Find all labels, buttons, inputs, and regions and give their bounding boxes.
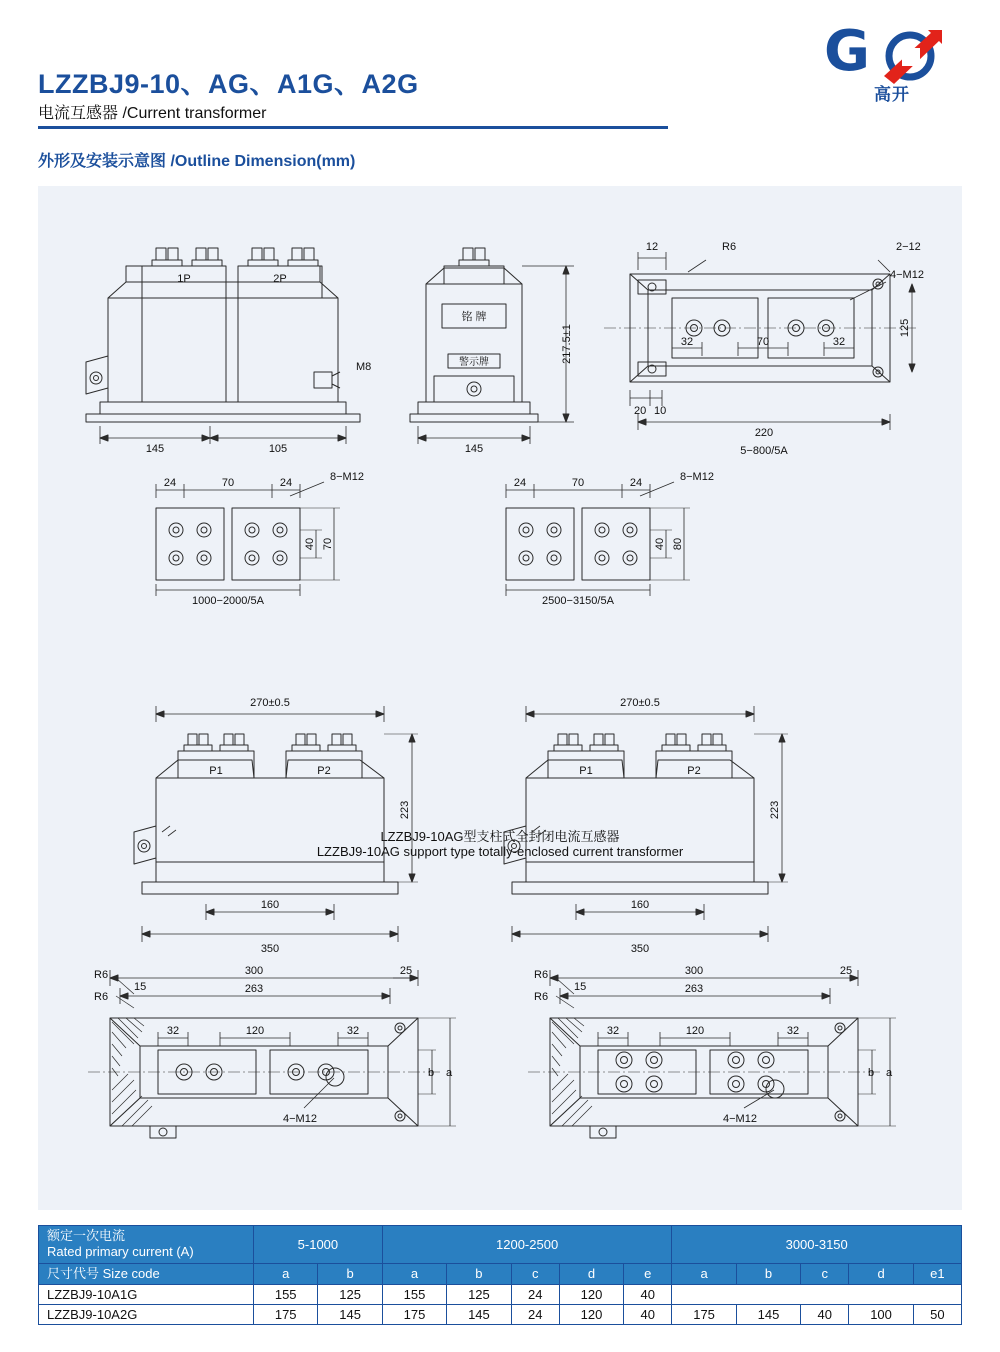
size-code-4: c: [511, 1263, 559, 1284]
svg-text:4−M12: 4−M12: [283, 1113, 317, 1125]
svg-text:25: 25: [399, 965, 413, 977]
svg-text:223: 223: [399, 800, 411, 820]
svg-text:2−12: 2−12: [896, 241, 921, 253]
svg-text:223: 223: [769, 800, 781, 820]
svg-text:25: 25: [839, 965, 853, 977]
row-1-name: LZZBJ9-10A2G: [39, 1304, 254, 1324]
svg-text:24: 24: [279, 477, 293, 489]
svg-text:32: 32: [346, 1025, 360, 1037]
svg-text:40: 40: [304, 537, 316, 551]
svg-text:2500−3150/5A: 2500−3150/5A: [542, 595, 614, 607]
logo-company-name: 高开: [874, 85, 910, 104]
svg-text:120: 120: [685, 1025, 705, 1037]
page-subtitle: 电流互感器 /Current transformer: [38, 105, 267, 122]
svg-text:R6: R6: [94, 991, 109, 1003]
svg-text:263: 263: [244, 983, 264, 995]
svg-text:80: 80: [672, 537, 684, 551]
size-code-label-en: Size code: [102, 1265, 160, 1281]
svg-text:P1: P1: [579, 765, 593, 777]
table-row: [39, 1284, 962, 1304]
row-0-cell-0: 155: [254, 1284, 318, 1304]
svg-text:1000−2000/5A: 1000−2000/5A: [192, 595, 264, 607]
table-header-row-2: [39, 1263, 962, 1284]
logo-swoosh-icon: [880, 28, 966, 88]
title-divider: [38, 126, 668, 129]
svg-text:70: 70: [322, 537, 334, 551]
svg-text:1P: 1P: [177, 273, 191, 285]
row-1-cell-9: 40: [801, 1304, 849, 1324]
svg-text:120: 120: [245, 1025, 265, 1037]
svg-text:270±0.5: 270±0.5: [620, 697, 660, 709]
rated-current-label-en: Rated primary current (A): [47, 1244, 194, 1260]
svg-text:300: 300: [244, 965, 264, 977]
company-logo: [822, 19, 972, 110]
row-1-cell-1: 145: [318, 1304, 382, 1324]
svg-text:15: 15: [134, 981, 147, 993]
size-code-label-cn: 尺寸代号: [47, 1265, 100, 1281]
svg-text:160: 160: [630, 899, 650, 911]
row-0-blank: [672, 1284, 962, 1304]
size-code-2: a: [382, 1263, 446, 1284]
svg-text:40: 40: [654, 537, 666, 551]
drawing-group-plan-views: [38, 956, 962, 1186]
size-code-0: a: [254, 1263, 318, 1284]
row-1-cell-3: 145: [447, 1304, 511, 1324]
row-1-cell-4: 24: [511, 1304, 559, 1324]
logo-letter: G: [824, 19, 870, 84]
svg-text:350: 350: [260, 943, 280, 955]
svg-text:20: 20: [634, 405, 647, 417]
group-2: 1200-2500: [382, 1226, 672, 1264]
table-header-row-1: [39, 1226, 962, 1264]
svg-text:P1: P1: [209, 765, 223, 777]
svg-text:4−M12: 4−M12: [723, 1113, 757, 1125]
svg-text:70: 70: [756, 336, 770, 348]
svg-text:警示牌: 警示牌: [459, 357, 489, 368]
group-3: 3000-3150: [672, 1226, 962, 1264]
svg-text:15: 15: [574, 981, 587, 993]
svg-text:a: a: [886, 1067, 893, 1079]
svg-text:125: 125: [899, 318, 911, 338]
size-code-6: e: [624, 1263, 672, 1284]
svg-text:R6: R6: [534, 991, 549, 1003]
svg-text:24: 24: [513, 477, 527, 489]
size-code-8: b: [736, 1263, 800, 1284]
size-code-label: [39, 1263, 254, 1284]
page-title: LZZBJ9-10、AG、A1G、A2G: [38, 69, 419, 99]
svg-text:R6: R6: [94, 969, 109, 981]
svg-text:217.5±1: 217.5±1: [561, 324, 573, 364]
svg-text:32: 32: [832, 336, 846, 348]
svg-text:350: 350: [630, 943, 650, 955]
svg-text:4−M12: 4−M12: [890, 269, 924, 281]
svg-text:M8: M8: [356, 361, 372, 373]
size-code-1: b: [318, 1263, 382, 1284]
table-row: [39, 1304, 962, 1324]
row-0-cell-2: 155: [382, 1284, 446, 1304]
svg-text:b: b: [868, 1067, 875, 1079]
svg-text:8−M12: 8−M12: [330, 471, 364, 483]
svg-text:32: 32: [606, 1025, 620, 1037]
size-code-7: a: [672, 1263, 736, 1284]
svg-text:70: 70: [221, 477, 235, 489]
svg-text:70: 70: [571, 477, 585, 489]
row-0-name: LZZBJ9-10A1G: [39, 1284, 254, 1304]
logo-mark: [822, 19, 972, 86]
svg-text:铭 牌: 铭 牌: [461, 311, 487, 323]
outline-dimension-panel: [38, 186, 962, 1210]
row-0-cell-1: 125: [318, 1284, 382, 1304]
row-0-cell-3: 125: [447, 1284, 511, 1304]
svg-text:145: 145: [145, 443, 165, 455]
row-1-cell-2: 175: [382, 1304, 446, 1324]
row-1-cell-11: 50: [913, 1304, 961, 1324]
row-0-cell-6: 40: [624, 1284, 672, 1304]
size-code-11: e1: [913, 1263, 961, 1284]
svg-text:105: 105: [268, 443, 288, 455]
dimension-table: [38, 1225, 962, 1325]
svg-text:P2: P2: [317, 765, 331, 777]
row-1-cell-5: 120: [559, 1304, 623, 1324]
svg-text:a: a: [446, 1067, 453, 1079]
svg-text:R6: R6: [722, 241, 737, 253]
size-code-5: d: [559, 1263, 623, 1284]
page-header: [0, 0, 1000, 180]
svg-text:263: 263: [684, 983, 704, 995]
row-1-cell-7: 175: [672, 1304, 736, 1324]
row-1-cell-6: 40: [624, 1304, 672, 1324]
svg-text:24: 24: [163, 477, 177, 489]
svg-text:P2: P2: [687, 765, 701, 777]
row-1-cell-8: 145: [736, 1304, 800, 1324]
svg-text:32: 32: [786, 1025, 800, 1037]
svg-text:160: 160: [260, 899, 280, 911]
row-1-cell-10: 100: [849, 1304, 913, 1324]
drawing-caption-en: LZZBJ9-10AG support type totally-enclosed current transformer: [316, 844, 684, 859]
rated-current-label-cn: 额定一次电流: [47, 1228, 126, 1243]
svg-text:12: 12: [645, 241, 659, 253]
section-title: 外形及安装示意图 /Outline Dimension(mm): [38, 153, 356, 170]
svg-text:R6: R6: [534, 969, 549, 981]
drawing-caption-cn: LZZBJ9-10AG型支柱式全封闭电流互感器: [380, 829, 620, 844]
svg-text:220: 220: [754, 427, 774, 439]
row-0-cell-4: 24: [511, 1284, 559, 1304]
svg-text:300: 300: [684, 965, 704, 977]
svg-text:10: 10: [654, 405, 667, 417]
svg-text:24: 24: [629, 477, 643, 489]
row-0-cell-5: 120: [559, 1284, 623, 1304]
svg-text:32: 32: [680, 336, 694, 348]
svg-text:270±0.5: 270±0.5: [250, 697, 290, 709]
row-1-cell-0: 175: [254, 1304, 318, 1324]
svg-text:5−800/5A: 5−800/5A: [740, 445, 788, 457]
size-code-9: c: [801, 1263, 849, 1284]
svg-text:32: 32: [166, 1025, 180, 1037]
svg-text:2P: 2P: [273, 273, 287, 285]
svg-text:8−M12: 8−M12: [680, 471, 714, 483]
group-1: 5-1000: [254, 1226, 383, 1264]
svg-text:145: 145: [464, 443, 484, 455]
size-code-3: b: [447, 1263, 511, 1284]
svg-text:b: b: [428, 1067, 435, 1079]
size-code-10: d: [849, 1263, 913, 1284]
